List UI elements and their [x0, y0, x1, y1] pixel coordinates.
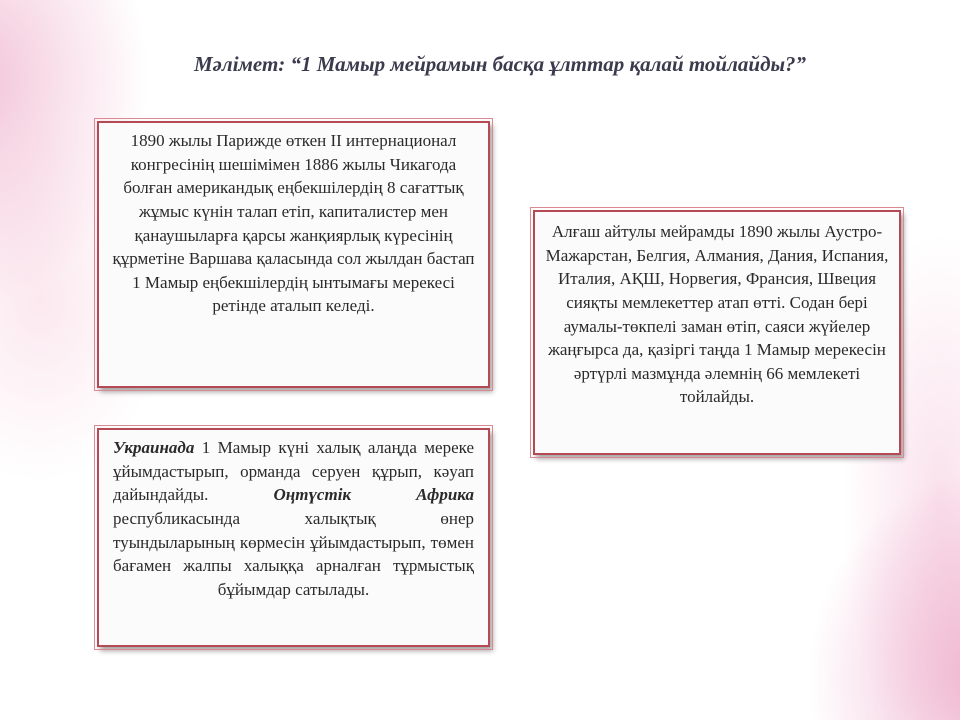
ukraine-text: 1 Мамыр күні халық алаңда мереке ұйымдастырып, орманда серуен құрып, кәуап дайындайды. [113, 438, 474, 505]
slide-title: Мәлімет: “1 Мамыр мейрамын басқа ұлттар қалай тойлайды?” [193, 52, 807, 76]
south-africa-label: Оңтүстік Африка [273, 485, 474, 505]
other-countries-text [113, 436, 474, 601]
text-box-first-celebration [533, 210, 901, 455]
paris-congress-text: 1890 жылы Парижде өткен II интернационал конгресінің шешімімен 1886 жылы Чикагода болған американдық еңбекшілердің 8 сағаттық жұмыс күнін талап етіп, капиталистер мен қанаушыларға қарсы жанқиярлық күресінің құрметіне Варшава қаласында сол жылдан бастап 1 Мамыр еңбекшілердің ынтымағы мерекесі ретінде аталып келеді. [112, 131, 475, 316]
text-box-other-countries [97, 428, 490, 647]
south-africa-text: республикасында халықтық өнер туындыларының көрмесін ұйымдастырып, төмен бағамен жалпы халыққа арналған тұрмыстық бұйымдар сатылады. [113, 508, 474, 599]
text-box-paris-congress [97, 121, 490, 388]
ukraine-label: Украинада [113, 438, 195, 457]
first-celebration-text: Алғаш айтулы мейрамды 1890 жылы Аустро-Мажарстан, Белгия, Алмания, Дания, Испания, Италия, АҚШ, Норвегия, Франсия, Швеция сияқты мемлекеттер атап өтті. Содан бері аумалы-төкпелі заман өтіп, саяси жүйелер жаңғырса да, қазіргі таңда 1 Мамыр мерекесін әртүрлі мазмұнда әлемнің 66 мемлекеті тойлайды. [545, 222, 889, 407]
